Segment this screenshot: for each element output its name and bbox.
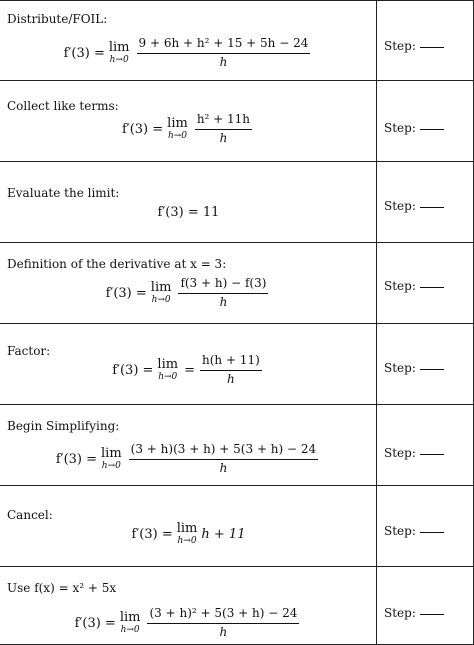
table-row (0, 486, 474, 567)
step-blank[interactable]: Step: (384, 361, 444, 375)
fraction (200, 354, 262, 387)
step-blank[interactable]: Step: (384, 39, 444, 53)
formula (0, 201, 377, 220)
extra-equals: = (184, 362, 195, 378)
fraction-denominator: h (219, 294, 228, 309)
formula (0, 522, 377, 546)
formula-lhs: f′(3) = (131, 526, 173, 542)
fraction-denominator: h (227, 371, 235, 386)
fraction-numerator: h² + 11h (195, 113, 252, 130)
row-title: Definition of the derivative at x = 3: (7, 257, 227, 271)
table-row (0, 0, 474, 81)
formula-tail: h + 11 (201, 526, 246, 542)
table-row (0, 405, 474, 486)
row-title: Factor: (7, 344, 51, 358)
step-blank[interactable]: Step: (384, 446, 444, 460)
fraction-denominator: h (219, 130, 228, 145)
fraction (178, 277, 268, 310)
fraction (195, 113, 252, 146)
limit-operator: lim h→0 (108, 40, 130, 66)
fraction-numerator: 9 + 6h + h² + 15 + 5h − 24 (137, 37, 311, 54)
row-title: Distribute/FOIL: (7, 12, 108, 26)
table-row (0, 567, 474, 645)
table-row (0, 243, 474, 324)
step-blank[interactable]: Step: (384, 121, 444, 135)
formula (0, 443, 377, 476)
row-title: Collect like terms: (7, 99, 119, 113)
limit-operator: lim h→0 (101, 446, 122, 472)
fraction-numerator: f(3 + h) − f(3) (178, 277, 268, 294)
fraction-denominator: h (219, 624, 228, 639)
formula-lhs: f′(3) = (112, 362, 154, 378)
step-answer-cell (377, 405, 474, 485)
table-row (0, 162, 474, 243)
fraction-denominator: h (219, 54, 228, 69)
limit-operator: lim h→0 (157, 357, 179, 383)
formula (0, 354, 377, 387)
fraction (147, 607, 299, 640)
formula-lhs: f′(3) = (63, 45, 105, 61)
fraction (137, 37, 311, 70)
step-blank[interactable]: Step: (384, 279, 444, 293)
formula-lhs: f′(3) = (55, 451, 98, 467)
limit-operator: lim h→0 (119, 610, 141, 636)
row-title: Use f(x) = x² + 5x (7, 581, 117, 595)
row-title: Evaluate the limit: (7, 186, 120, 200)
fraction (129, 443, 319, 476)
fraction-numerator: h(h + 11) (200, 354, 262, 371)
limit-operator: lim h→0 (167, 116, 188, 142)
limit-operator: lim h→0 (176, 521, 198, 546)
step-blank[interactable]: Step: (384, 606, 444, 620)
formula (0, 113, 377, 146)
formula (0, 277, 377, 310)
formula (0, 37, 377, 70)
fraction-numerator: (3 + h)(3 + h) + 5(3 + h) − 24 (129, 443, 319, 460)
table-row (0, 324, 474, 405)
fraction-numerator: (3 + h)² + 5(3 + h) − 24 (147, 607, 299, 624)
formula-lhs: f′(3) = (74, 615, 116, 631)
formula-lhs: f′(3) = (105, 285, 147, 301)
step-blank[interactable]: Step: (384, 524, 444, 538)
fraction-denominator: h (219, 460, 228, 475)
table-row (0, 81, 474, 162)
limit-operator: lim h→0 (150, 280, 172, 306)
row-title: Cancel: (7, 508, 53, 522)
formula (0, 607, 377, 640)
step-blank[interactable]: Step: (384, 199, 444, 213)
formula-result: f′(3) = 11 (157, 205, 220, 220)
row-title: Begin Simplifying: (7, 419, 120, 433)
formula-lhs: f′(3) = (121, 121, 164, 137)
